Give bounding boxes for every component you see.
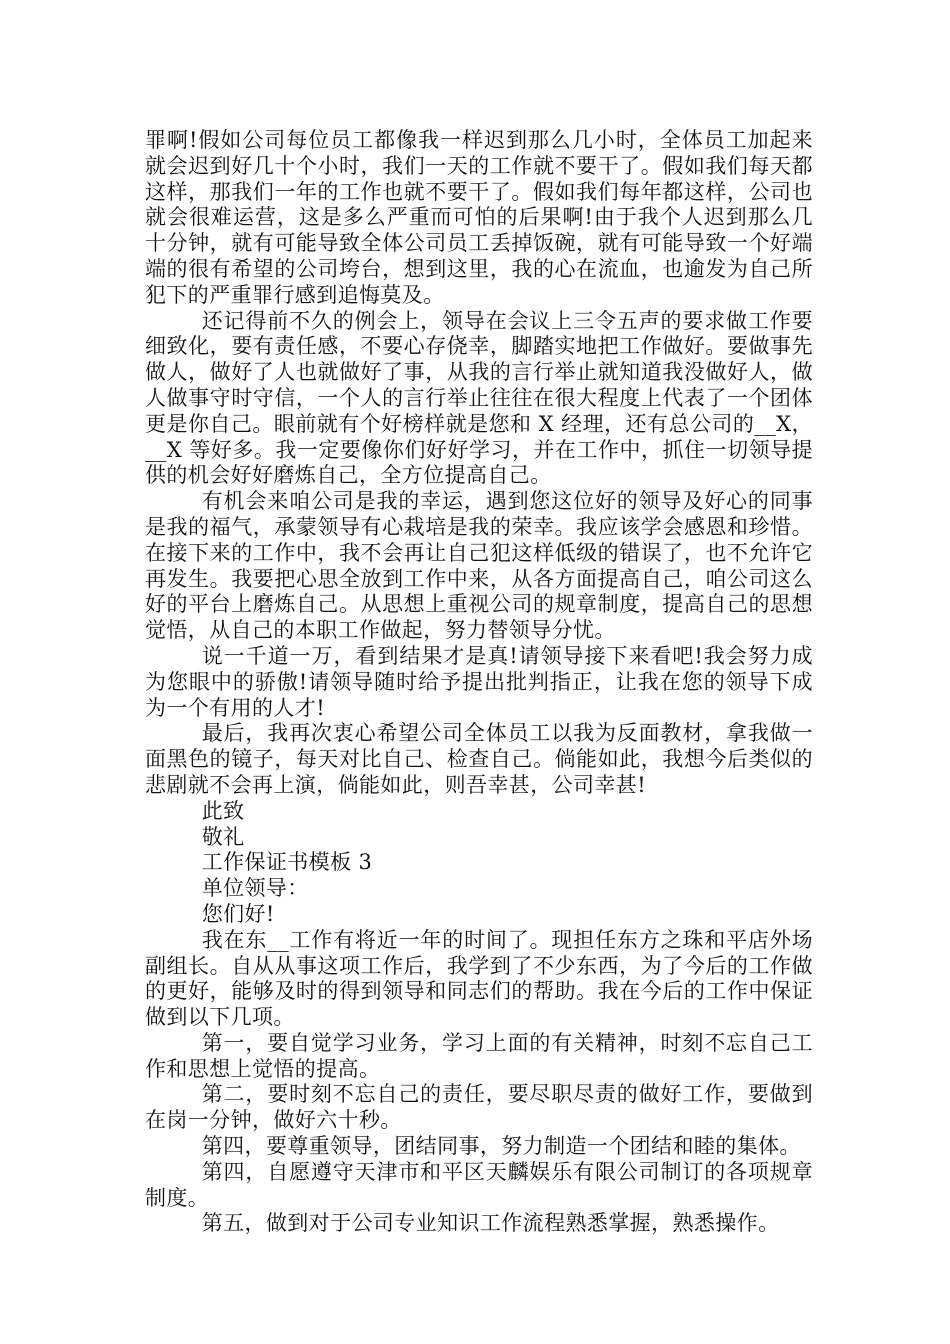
paragraph-6: 我在东__工作有将近一年的时间了。现担任东方之珠和平店外场副组长。自从从事这项工作后，我学到了不少东西，为了今后的工作做的更好，能够及时的得到领导和同志们的帮助。我在今后的工作中保证做到以下几项。 — [145, 927, 813, 1030]
paragraph-1: 罪啊!假如公司每位员工都像我一样迟到那么几小时，全体员工加起来就会迟到好几十个小时，我们一天的工作就不要干了。假如我们每天都这样，那我们一年的工作也就不要干了。假如我们每年都这样，公司也就会很难运营，这是多么严重而可怕的后果啊!由于我个人迟到那么几十分钟，就有可能导致全体公司员工丢掉饭碗，就有可能导致一个好端端的很有希望的公司垮台，想到这里，我的心在流血，也逾发为自己所犯下的严重罪行感到追悔莫及。 — [145, 128, 813, 307]
pledge-item-2: 第二，要时刻不忘自己的责任，要尽职尽责的做好工作，要做到在岗一分钟，做好六十秒。 — [145, 1082, 813, 1133]
paragraph-4: 说一千道一万，看到结果才是真!请领导接下来看吧!我会努力成为您眼中的骄傲!请领导随时给予提出批判指正，让我在您的领导下成为一个有用的人才! — [145, 643, 813, 720]
closing-jingli: 敬礼 — [201, 824, 245, 849]
closing-cizhi: 此致 — [201, 798, 245, 823]
pledge-item-3: 第四，要尊重领导，团结同事，努力制造一个团结和睦的集体。 — [201, 1134, 801, 1159]
document-body — [145, 128, 813, 1237]
salutation: 单位领导： — [201, 876, 309, 901]
greeting: 您们好! — [201, 901, 275, 926]
section-title: 工作保证书模板 3 — [201, 850, 373, 875]
pledge-item-5: 第五，做到对于公司专业知识工作流程熟悉掌握，熟悉操作。 — [201, 1211, 780, 1236]
pledge-item-4: 第四，自愿遵守天津市和平区天麟娱乐有限公司制订的各项规章制度。 — [145, 1159, 813, 1210]
paragraph-3: 有机会来咱公司是我的幸运，遇到您这位好的领导及好心的同事是我的福气，承蒙领导有心栽培是我的荣幸。我应该学会感恩和珍惜。在接下来的工作中，我不会再让自己犯这样低级的错误了，也不允许它再发生。我要把心思全放到工作中来，从各方面提高自己，咱公司这么好的平台上磨炼自己。从思想上重视公司的规章制度，提高自己的思想觉悟，从自己的本职工作做起，努力替领导分忧。 — [145, 489, 813, 643]
pledge-item-1: 第一，要自觉学习业务，学习上面的有关精神，时刻不忘自己工作和思想上觉悟的提高。 — [145, 1030, 813, 1081]
paragraph-2: 还记得前不久的例会上，领导在会议上三令五声的要求做工作要细致化，要有责任感，不要心存侥幸，脚踏实地把工作做好。要做事先做人，做好了人也就做好了事，从我的言行举止就知道我没做好人，做人做事守时守信，一个人的言行举止往往在很大程度上代表了一个团体更是你自己。眼前就有个好榜样就是您和 X 经理，还有总公司的__X，__X 等好多。我一定要像你们好好学习，并在工作中，抓住一切领导提供的机会好好磨炼自己，全方位提高自己。 — [145, 308, 813, 488]
paragraph-5: 最后，我再次衷心希望公司全体员工以我为反面教材，拿我做一面黑色的镜子，每天对比自己、检查自己。倘能如此，我想今后类似的悲剧就不会再上演，倘能如此，则吾幸甚，公司幸甚! — [145, 721, 813, 797]
